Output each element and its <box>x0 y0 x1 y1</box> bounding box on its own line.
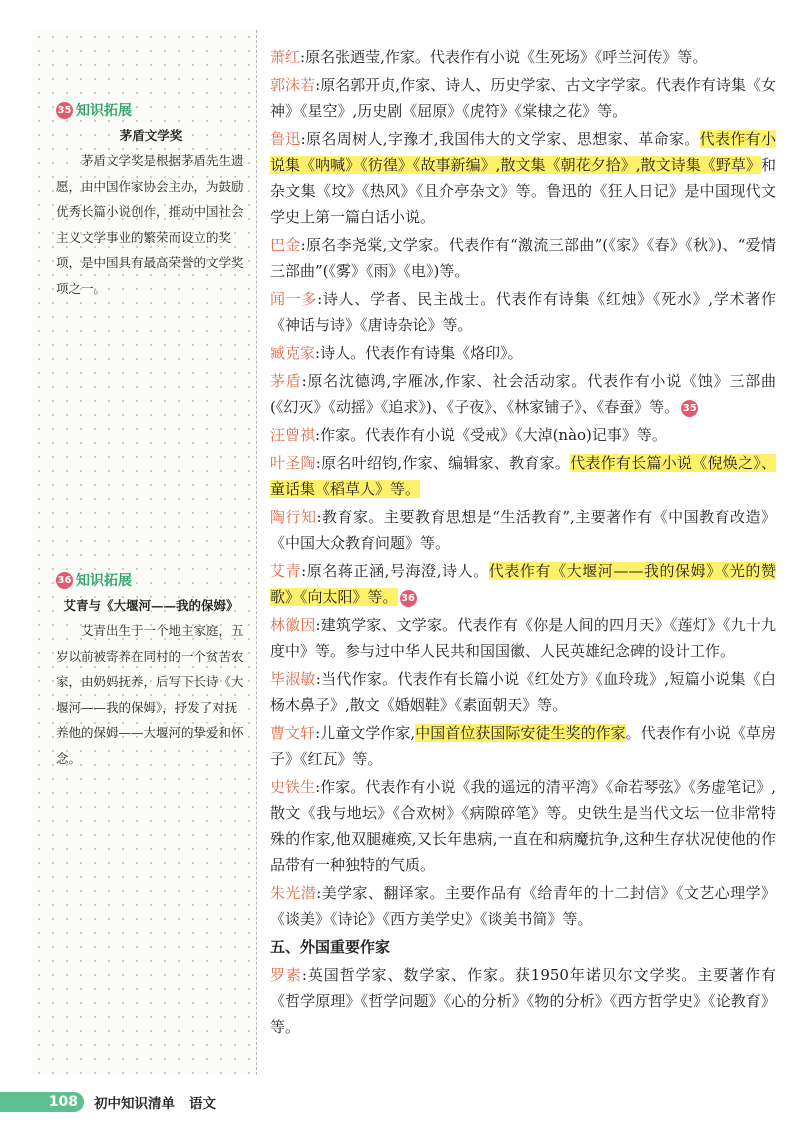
entry-text: :教育家。主要教育思想是“生活教育”,主要著作有《中国教育改造》《中国大众教育问题》等。 <box>270 508 776 552</box>
author-name: 朱光潜 <box>270 884 317 902</box>
section-heading: 五、外国重要作家 <box>270 938 391 956</box>
author-entry <box>270 962 776 1040</box>
entry-text: :建筑学家、文学家。代表作有《你是人间的四月天》《莲灯》《九十九度中》等。参与过中华人民共和国国徽、人民英雄纪念碑的设计工作。 <box>270 616 776 660</box>
entry-text: :儿童文学作家, <box>315 724 416 742</box>
note-body: 艾青出生于一个地主家庭，五岁以前被寄养在同村的一个贫苦农家，由奶妈抚养，后写下长诗《大堰河——我的保姆》，抒发了对抚养他的保姆——大堰河的挚爱和怀念。 <box>56 623 244 766</box>
author-name: 汪曾祺 <box>270 426 316 444</box>
subject-label: 语文 <box>189 1096 216 1112</box>
note-label: 知识拓展 <box>76 573 132 589</box>
author-name: 茅盾 <box>270 372 302 390</box>
author-name: 曹文轩 <box>270 724 316 742</box>
note-header <box>56 100 246 120</box>
note-badge: 36 <box>56 572 73 589</box>
author-entry <box>270 368 776 420</box>
note-body: 茅盾文学奖是根据茅盾先生遗愿，由中国作家协会主办，为鼓励优秀长篇小说创作，推动中国社会主义文学事业的繁荣而设立的奖项，是中国具有最高荣誉的文学奖项之一。 <box>56 153 244 296</box>
author-entry <box>270 774 776 878</box>
author-name: 巴金 <box>270 236 301 254</box>
knowledge-note-1 <box>56 100 246 301</box>
entry-text: :原名叶绍钧,作家、编辑家、教育家。 <box>315 454 571 472</box>
entry-text: :作家。代表作有小说《我的遥远的清平湾》《命若琴弦》《务虚笔记》,散文《我与地坛》《合欢树》《病隙碎笔》等。史铁生是当代文坛一位非常特殊的作家,他双腿瘫痪,又长年患病,一直在和病魔抗争,这种生存状况使他的作品带有一种独特的气质。 <box>270 778 776 874</box>
entry-text: 和杂文集《坟》《热风》《且介亭杂文》等。鲁迅的《狂人日记》是中国现代文学史上第一篇白话小说。 <box>270 156 776 226</box>
main-content <box>270 44 776 1042</box>
author-entry <box>270 422 776 448</box>
author-entry <box>270 450 776 502</box>
author-entry-list <box>270 44 776 932</box>
author-entry <box>270 666 776 718</box>
highlighted-text: 代表作有《大堰河——我的保姆》《光的赞歌》《向太阳》等。 <box>270 562 776 606</box>
entry-text: :原名周树人,字豫才,我国伟大的文学家、思想家、革命家。 <box>300 130 700 148</box>
author-entry <box>270 232 776 284</box>
book-title: 初中知识清单 <box>94 1096 175 1112</box>
author-name: 臧克家 <box>270 344 316 362</box>
author-name: 鲁迅 <box>270 130 301 148</box>
note-reference-badge: 36 <box>400 590 417 607</box>
page-number: 108 <box>0 1092 84 1112</box>
author-name: 史铁生 <box>270 778 316 796</box>
entry-text: :原名张迺莹,作家。代表作有小说《生死场》《呼兰河传》等。 <box>300 48 708 66</box>
note-label: 知识拓展 <box>76 103 132 119</box>
foreign-author-entry-list <box>270 962 776 1040</box>
entry-text: :原名蒋正涵,号海澄,诗人。 <box>301 562 489 580</box>
author-name: 林徽因 <box>270 616 316 634</box>
author-entry <box>270 126 776 230</box>
entry-text: :英国哲学家、数学家、作家。获1950年诺贝尔文学奖。主要著作有《哲学原理》《哲学问题》《心的分析》《物的分析》《西方哲学史》《论教育》等。 <box>270 966 776 1036</box>
note-reference-badge: 35 <box>681 400 698 417</box>
author-entry <box>270 44 776 70</box>
entry-text: :原名郭开贞,作家、诗人、历史学家、古文字学家。代表作有诗集《女神》《星空》,历史剧《屈原》《虎符》《棠棣之花》等。 <box>270 76 776 120</box>
author-entry <box>270 72 776 124</box>
author-name: 艾青 <box>270 562 302 580</box>
author-name: 萧红 <box>270 48 301 66</box>
highlighted-text: 中国首位获国际安徒生奖的作家 <box>415 724 626 742</box>
author-name: 闻一多 <box>270 290 318 308</box>
entry-text: :诗人。代表作有诗集《烙印》。 <box>315 344 523 362</box>
author-entry <box>270 612 776 664</box>
entry-text: :作家。代表作有小说《受戒》《大淖(nào)记事》等。 <box>315 426 667 444</box>
entry-text: :原名沈德鸿,字雁冰,作家、社会活动家。代表作有小说《蚀》三部曲(《幻灭》《动摇》《追求》)、《子夜》、《林家铺子》、《春蚕》等。 <box>270 372 776 416</box>
author-entry <box>270 504 776 556</box>
author-entry <box>270 286 776 338</box>
note-header <box>56 570 246 590</box>
author-entry <box>270 558 776 610</box>
entry-text: :美学家、翻译家。主要作品有《给青年的十二封信》《文艺心理学》《谈美》《诗论》《西方美学史》《谈美书简》等。 <box>270 884 776 928</box>
entry-text: 。代表作有小说《草房子》《红瓦》等。 <box>270 724 776 768</box>
entry-text: :原名李尧棠,文学家。代表作有“激流三部曲”(《家》《春》《秋》)、“爱情三部曲”(《雾》《雨》《电》)等。 <box>270 236 776 280</box>
author-entry <box>270 720 776 772</box>
author-name: 毕淑敏 <box>270 670 316 688</box>
author-name: 罗素 <box>270 966 302 984</box>
author-entry <box>270 340 776 366</box>
highlighted-text: 代表作有小说集《呐喊》《彷徨》《故事新编》,散文集《朝花夕拾》,散文诗集《野草》 <box>270 130 776 174</box>
entry-text: :当代作家。代表作有长篇小说《红处方》《血玲珑》,短篇小说集《白杨木鼻子》,散文《婚姻鞋》《素面朝天》等。 <box>270 670 776 714</box>
note-title: 艾青与《大堰河——我的保姆》 <box>63 598 239 613</box>
page-footer <box>0 1088 360 1116</box>
author-entry <box>270 880 776 932</box>
highlighted-text: 代表作有长篇小说《倪焕之》、童话集《稻草人》等。 <box>270 454 776 498</box>
author-name: 叶圣陶 <box>270 454 316 472</box>
entry-text: :诗人、学者、民主战士。代表作有诗集《红烛》《死水》,学术著作《神话与诗》《唐诗杂论》等。 <box>270 290 776 334</box>
author-name: 郭沫若 <box>270 76 316 94</box>
author-name: 陶行知 <box>270 508 317 526</box>
note-badge: 35 <box>56 102 73 119</box>
note-title: 茅盾文学奖 <box>119 128 183 143</box>
knowledge-note-2 <box>56 570 246 771</box>
